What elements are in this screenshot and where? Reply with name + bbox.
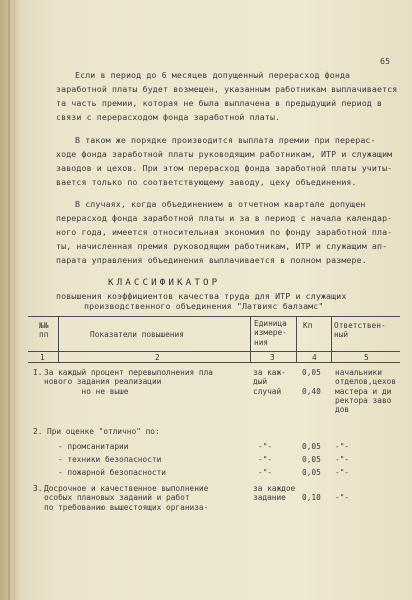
paragraph-3-line-2: перерасход фонда заработной платы и за в период с начала календар-: [56, 213, 393, 223]
classifier-subtitle-line-1: повышения коэффициентов качества труда для ИТР и служащих: [56, 291, 347, 301]
paragraph-3-line-4: ты, начисленная премия руководящим работникам, ИТР и служащим ап-: [56, 241, 388, 251]
row-5-unit: -"-: [258, 468, 273, 477]
row-3-unit: -"-: [258, 442, 273, 451]
table-col-divider-2: [250, 316, 251, 362]
row-3-indicator: - промсанитарии: [58, 442, 129, 451]
paragraph-1-line-3: та часть премии, которая не была выплачена в предыдущий период в: [56, 98, 383, 108]
row-5-kp: 0,05: [302, 468, 321, 477]
paragraph-3-line-5: парата управления объединения выплачивается в полном размере.: [56, 255, 367, 265]
row-1-indicator: За каждый процент перевыполнения пла нового задания реализации но не выше: [44, 368, 213, 396]
row-6-kp: 0,10: [302, 493, 321, 502]
row-1-unit: за каж- дый случай: [253, 368, 286, 396]
header-kp: Кп: [303, 321, 313, 330]
column-number-2: 2: [155, 353, 160, 362]
paragraph-3-line-3: ного года, имеется относительная экономия по фонду заработной пла-: [56, 227, 393, 237]
row-6-indicator: Досрочное и качественное выполнение особых плановых заданий и работ по требованию вышестоящих организа-: [44, 484, 209, 512]
row-1-kp: 0,05 0,40: [302, 368, 321, 396]
table-numbers-rule: [28, 362, 400, 363]
classifier-subtitle-line-2: производственного объединения "Латвияс балзамс": [84, 301, 324, 311]
paragraph-3-line-1: В случаях, когда объединением в отчетном квартале допущен: [75, 199, 366, 209]
page-fold-line: [14, 0, 15, 600]
paragraph-2-line-2: ходе фонда заработной платы руководящим работникам, ИТР и служащим: [56, 149, 393, 159]
paragraph-2-line-1: В таком же порядке производится выплата премии при перерас-: [75, 135, 376, 145]
column-number-4: 4: [312, 353, 317, 362]
row-1-resp: начальники отделов,цехов мастера и ди ректора заво дов: [335, 368, 397, 415]
row-2-indicator: При оценке "отлично" по:: [47, 427, 160, 436]
paragraph-2-line-3: заводов и цехов. При этом перерасход фонда заработной платы учиты-: [56, 163, 393, 173]
table-header-rule: [28, 351, 400, 352]
paragraph-1-line-1: Если в период до 6 месяцев допущенный перерасход фонда: [75, 70, 351, 80]
table-col-divider-4: [331, 316, 332, 362]
header-indicator: Показатели повышения: [90, 330, 184, 339]
header-unit: Единица измере- ния: [254, 319, 287, 347]
row-6-unit: за каждое задание: [253, 484, 296, 503]
column-number-5: 5: [364, 353, 369, 362]
row-6-resp: -"-: [335, 493, 350, 502]
classifier-title: КЛАССИФИКАТОР: [108, 277, 221, 288]
header-resp: Ответствен- ный: [334, 321, 386, 340]
paragraph-2-line-4: вается только по соответствующему заводу, цеху объединения.: [56, 177, 357, 187]
table-col-divider-3: [296, 316, 297, 362]
page-fold-shadow: [8, 0, 10, 600]
paragraph-1-line-2: заработной платы будет возмещен, указанным работникам выплачивается: [56, 84, 398, 94]
paragraph-1-line-4: связи с перерасходом фонда заработной платы.: [56, 112, 281, 122]
page-number: 65: [380, 56, 391, 66]
row-5-indicator: - пожарной безопасности: [58, 468, 166, 477]
row-3-kp: 0,05: [302, 442, 321, 451]
table-top-rule: [28, 316, 400, 317]
row-4-resp: -"-: [335, 455, 350, 464]
row-4-unit: -"-: [258, 455, 273, 464]
row-6-num: 3.: [33, 484, 43, 493]
column-number-1: 1: [40, 353, 45, 362]
column-number-3: 3: [270, 353, 275, 362]
row-3-resp: -"-: [335, 442, 350, 451]
row-4-kp: 0,05: [302, 455, 321, 464]
header-num: №№ пп: [39, 321, 49, 340]
row-4-indicator: - техники безопасности: [58, 455, 162, 464]
row-5-resp: -"-: [335, 468, 350, 477]
row-2-num: 2.: [33, 427, 43, 436]
row-1-num: I.: [33, 368, 43, 377]
table-col-divider-1: [58, 316, 59, 362]
